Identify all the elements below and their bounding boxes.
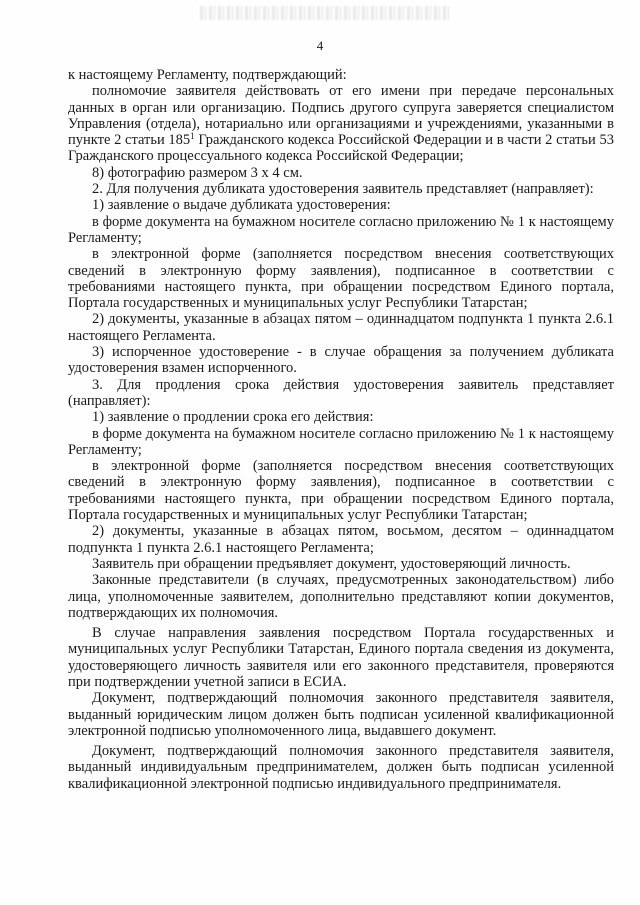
superscript-mark: 1 — [190, 131, 195, 142]
paragraph: Документ, подтверждающий полномочия законного представителя заявителя, выданный юридическим лицом должен быть подписан усиленной квалификационной электронной подписью уполномоченного лица, выдавшего документ. — [68, 690, 614, 739]
paragraph: В случае направления заявления посредством Портала государственных и муниципальных услуг Республики Татарстан, Единого портала сведения из документа, удостоверяющего личность заявителя или его законного представителя, проверяются при подтверждении учетной записи в ЕСИА. — [68, 625, 614, 690]
scan-header-artifact — [200, 6, 450, 20]
paragraph: 2) документы, указанные в абзацах пятом – одиннадцатом подпункта 1 пункта 2.6.1 настоящего Регламента. — [68, 311, 614, 344]
paragraph: 2) документы, указанные в абзацах пятом, восьмом, десятом – одиннадцатом подпункта 1 пункта 2.6.1 настоящего Регламента; — [68, 523, 614, 556]
page-number: 4 — [316, 38, 324, 53]
paragraph: Документ, подтверждающий полномочия законного представителя заявителя, выданный индивидуальным предпринимателем, должен быть подписан усиленной квалификационной электронной подписью индивидуального предпринимателя. — [68, 743, 614, 792]
paragraph: 3. Для продления срока действия удостоверения заявитель представляет (направляет): — [68, 376, 614, 409]
paragraph: в электронной форме (заполняется посредством внесения соответствующих сведений в электронную форму заявления), подписанное в соответствии с требованиями настоящего пункта, при обращении посредством Единого портала, Портала государственных и муниципальных услуг Республики Татарстан; — [68, 246, 614, 312]
paragraph: 2. Для получения дубликата удостоверения заявитель представляет (направляет): — [92, 181, 594, 198]
document-body — [68, 67, 614, 792]
paragraph: к настоящему Регламенту, подтверждающий: — [68, 67, 347, 83]
paragraph: в электронной форме (заполняется посредством внесения соответствующих сведений в электронную форму заявления), подписанное в соответствии с требованиями настоящего пункта, при обращении посредством Единого портала, Портала государственных и муниципальных услуг Республики Татарстан; — [68, 458, 614, 524]
paragraph: Законные представители (в случаях, предусмотренных законодательством) либо лица, уполномоченные заявителем, дополнительно представляют копии документов, подтверждающих их полномочия. — [68, 572, 614, 621]
paragraph: полномочие заявителя действовать от его имени при передаче персональных данных в орган или организацию. Подпись другого супруга заверяется специалистом Управления (отдела), нотариально или организациями и учреждениями, указанными в пункте 2 статьи $185^1$ Гражданского кодекса Российской Федерации и в части 2 статьи 53 Гражданского процессуального кодекса Российской Федерации; — [68, 83, 614, 165]
paragraph: Заявитель при обращении предъявляет документ, удостоверяющий личность. — [92, 555, 571, 572]
paragraph: 8) фотографию размером 3 х 4 см. — [92, 164, 303, 181]
paragraph: в форме документа на бумажном носителе согласно приложению № 1 к настоящему Регламенту; — [68, 425, 614, 458]
paragraph: 1) заявление о выдаче дубликата удостоверения: — [92, 197, 391, 214]
paragraph: в форме документа на бумажном носителе согласно приложению № 1 к настоящему Регламенту; — [68, 213, 614, 246]
paragraph: 3) испорченное удостоверение - в случае обращения за получением дубликата удостоверения взамен испорченного. — [68, 344, 614, 377]
paragraph: 1) заявление о продлении срока его действия: — [92, 409, 374, 426]
